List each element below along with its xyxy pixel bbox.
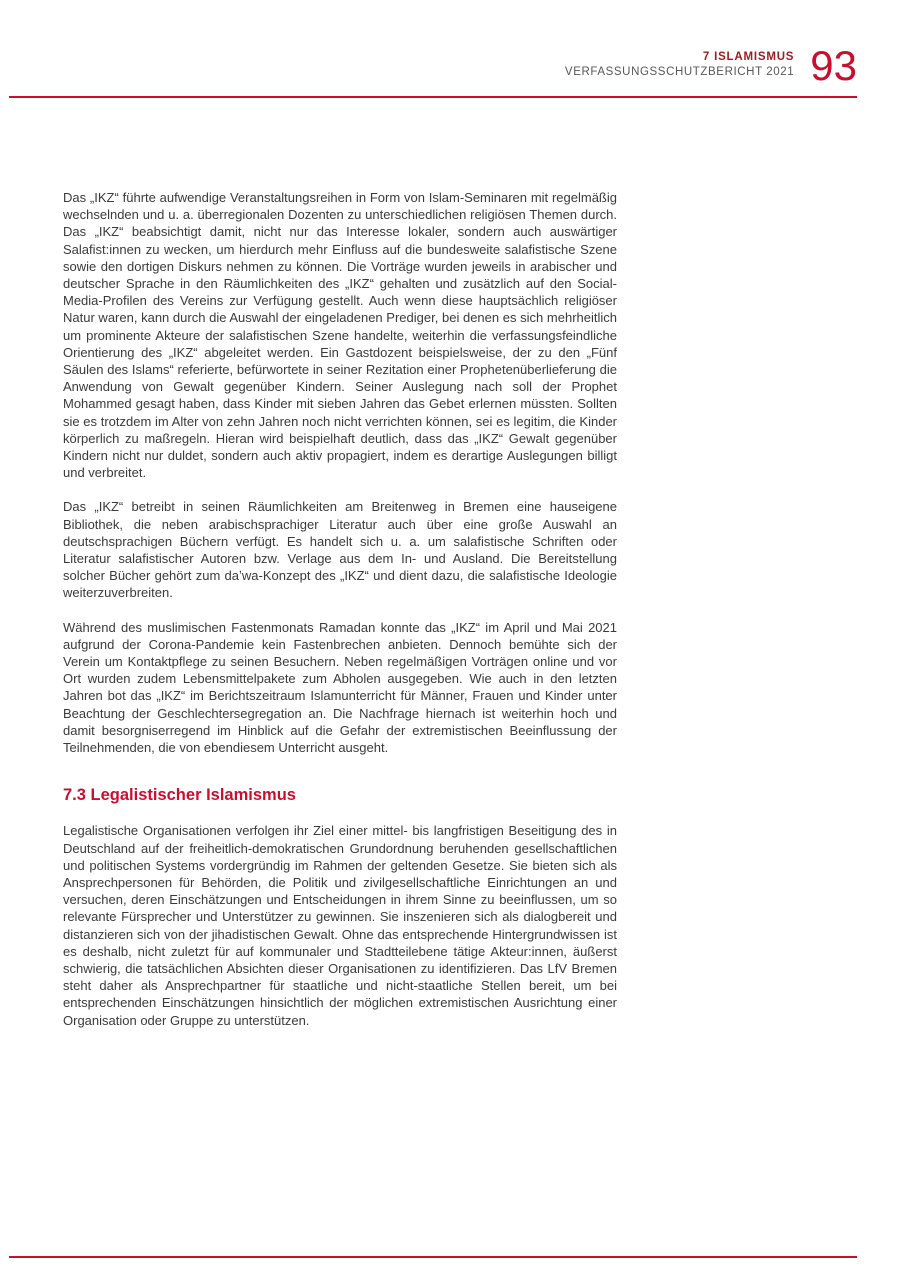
footer-rule	[9, 1256, 857, 1258]
section-paragraph-1: Legalistische Organisationen verfolgen ihr Ziel einer mittel- bis langfristigen Beseitigung des in Deutschland auf der freiheitlich-demokratischen Grundordnung beruhenden gesellschaftlichen und politischen Systems vordergründig im Rahmen der geltenden Gesetze. Sie bieten sich als Ansprechpersonen für Behörden, die Politik und zivilgesellschaftliche Einrichtungen an und versuchen, deren Einschätzungen und Entscheidungen in ihrem Sinne zu beeinflussen, um so relevante Fürsprecher und Unterstützer zu gewinnen. Sie inszenieren sich als dialogbereit und distanzieren sich von der jihadistischen Gewalt. Ohne das entsprechende Hintergrundwissen ist es deshalb, nicht zuletzt für auf kommunaler und Stadtteilebene tätige Akteur:innen, äußerst schwierig, die tatsächlichen Absichten dieser Organisationen zu identifizieren. Das LfV Bremen steht daher als Ansprechpartner für staatliche und nicht-staatliche Stellen bereit, um bei entsprechenden Einschätzungen hinsichtlich der möglichen extremistischen Ausrichtung einer Organisation oder Gruppe zu unterstützen.	[63, 823, 617, 1028]
header-text-block	[565, 46, 794, 80]
page-header	[564, 42, 857, 89]
section-heading: 7.3 Legalistischer Islamismus	[63, 786, 296, 805]
page-content	[63, 189, 617, 1046]
body-paragraph-1: Das „IKZ“ führte aufwendige Veranstaltungsreihen in Form von Islam-Seminaren mit regelmäßig wechselnden und u. a. überregionalen Dozenten zu unterschiedlichen religiösen Themen durch. Das „IKZ“ beabsichtigt damit, nicht nur das Interesse lokaler, sondern auch auswärtiger Salafist:innen zu wecken, um hierdurch mehr Einfluss auf die bundesweite salafistische Szene sowie den dortigen Diskurs nehmen zu können. Die Vorträge wurden jeweils in arabischer und deutscher Sprache in den Räumlichkeiten des „IKZ“ gehalten und zusätzlich auf den Social-Media-Profilen des Vereins zur Verfügung gestellt. Auch wenn diese hauptsächlich religiöser Natur waren, kann durch die Auswahl der eingeladenen Prediger, bei denen es sich mehrheitlich um prominente Akteure der salafistischen Szene handelte, weiterhin die verfassungsfeindliche Orientierung des „IKZ“ abgeleitet werden. Ein Gastdozent beispielsweise, der zu den „Fünf Säulen des Islams“ referierte, befürwortete in seiner Rezitation einer Prophetenüberlieferung die Anwendung von Gewalt gegenüber Kindern. Seiner Auslegung nach soll der Prophet Mohammed gesagt haben, dass Kinder mit sieben Jahren das Gebet erlernen müssten. Sollten sie es trotzdem im Alter von zehn Jahren noch nicht verrichten können, sei es legitim, die Kinder körperlich zu maßregeln. Hieran wird beispielhaft deutlich, dass das „IKZ“ Gewalt gegenüber Kindern nicht nur duldet, sondern auch aktiv propagiert, indem es derartige Auslegungen billigt und verbreitet.	[63, 190, 617, 481]
page-number: 93	[810, 42, 857, 89]
body-paragraph-3: Während des muslimischen Fastenmonats Ramadan konnte das „IKZ“ im April und Mai 2021 aufgrund der Corona-Pandemie kein Fastenbrechen anbieten. Dennoch bemühte sich der Verein um Kontaktpflege zu seinen Besuchern. Neben regelmäßigen Vorträgen online und vor Ort wurden zudem Lebensmittelpakete zum Abholen ausgegeben. Wie auch in den letzten Jahren bot das „IKZ“ im Berichtszeitraum Islamunterricht für Männer, Frauen und Kinder unter Beachtung der Geschlechtersegregation an. Die Nachfrage hiernach ist weiterhin hoch und damit besorgniserregend im Hinblick auf die Gefahr der extremistischen Beeinflussung der Teilnehmenden, die von ebendiesem Unterricht ausgeht.	[63, 619, 617, 756]
body-paragraph-2: Das „IKZ“ betreibt in seinen Räumlichkeiten am Breitenweg in Bremen eine hauseigene Bibliothek, die neben arabischsprachiger Literatur auch über eine große Auswahl an deutschsprachigen Büchern verfügt. Es handelt sich u. a. um salafistische Schriften oder Literatur salafistischer Autoren bzw. Verlage aus dem In- und Ausland. Die Bereitstellung solcher Bücher gehört zum daʼwa-Konzept des „IKZ“ und dient dazu, die salafistische Ideologie weiterzuverbreiten.	[63, 499, 617, 601]
chapter-label: 7 ISLAMISMUS	[702, 51, 795, 63]
report-title: VERFASSUNGSSCHUTZBERICHT 2021	[564, 66, 795, 78]
header-rule	[9, 96, 857, 98]
